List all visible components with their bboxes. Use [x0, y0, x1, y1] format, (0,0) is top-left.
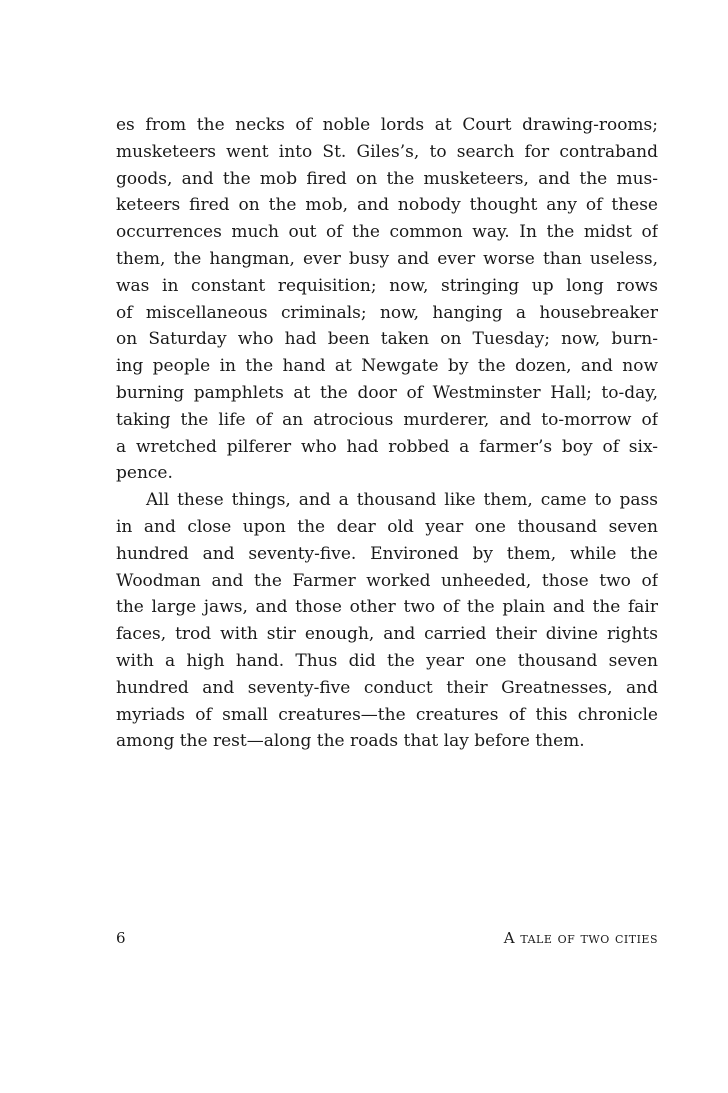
text-line: musketeers went into St. Giles’s, to search for contraband: [116, 141, 658, 162]
text-line: in and close upon the dear old year one thousand seven: [116, 516, 658, 537]
page-footer: [116, 926, 658, 950]
text-line: goods, and the mob fired on the musketeers, and the mus-: [116, 168, 658, 189]
text-line: occurrences much out of the common way. In the midst of: [116, 222, 658, 243]
text-line: a wretched pilferer who had robbed a farmer’s boy of six-: [116, 436, 658, 457]
paragraph: [116, 112, 658, 487]
body-text: [116, 112, 658, 755]
text-line: them, the hangman, ever busy and ever worse than useless,: [116, 248, 658, 269]
text-line: Woodman and the Farmer worked unheeded, those two of: [116, 570, 658, 591]
text-line: was in constant requisition; now, stringing up long rows: [116, 275, 658, 296]
running-title: A tale of two cities: [503, 929, 658, 947]
text-line: of miscellaneous criminals; now, hanging a housebreaker: [116, 302, 658, 323]
text-line: with a high hand. Thus did the year one thousand seven: [116, 650, 658, 671]
text-line: taking the life of an atrocious murderer, and to-morrow of: [116, 409, 658, 430]
text-line: ing people in the hand at Newgate by the dozen, and now: [116, 356, 658, 377]
text-line: pence.: [116, 463, 173, 484]
text-line: All these things, and a thousand like them, came to pass: [146, 490, 658, 511]
page-number: 6: [116, 929, 126, 947]
text-line: faces, trod with stir enough, and carried their divine rights: [116, 624, 658, 645]
text-line: hundred and seventy-five. Environed by them, while the: [116, 543, 658, 564]
text-line: burning pamphlets at the door of Westminster Hall; to-day,: [116, 382, 658, 403]
text-line: on Saturday who had been taken on Tuesday; now, burn-: [116, 329, 658, 350]
text-line: hundred and seventy-five conduct their Greatnesses, and: [116, 677, 658, 698]
text-line: keteers fired on the mob, and nobody thought any of these: [116, 195, 658, 216]
text-line: myriads of small creatures—the creatures of this chronicle: [116, 704, 658, 725]
text-line: the large jaws, and those other two of the plain and the fair: [116, 597, 658, 618]
paragraph: [116, 487, 658, 755]
text-line: among the rest—along the roads that lay before them.: [116, 731, 585, 752]
text-line: es from the necks of noble lords at Court drawing-rooms;: [116, 115, 658, 135]
